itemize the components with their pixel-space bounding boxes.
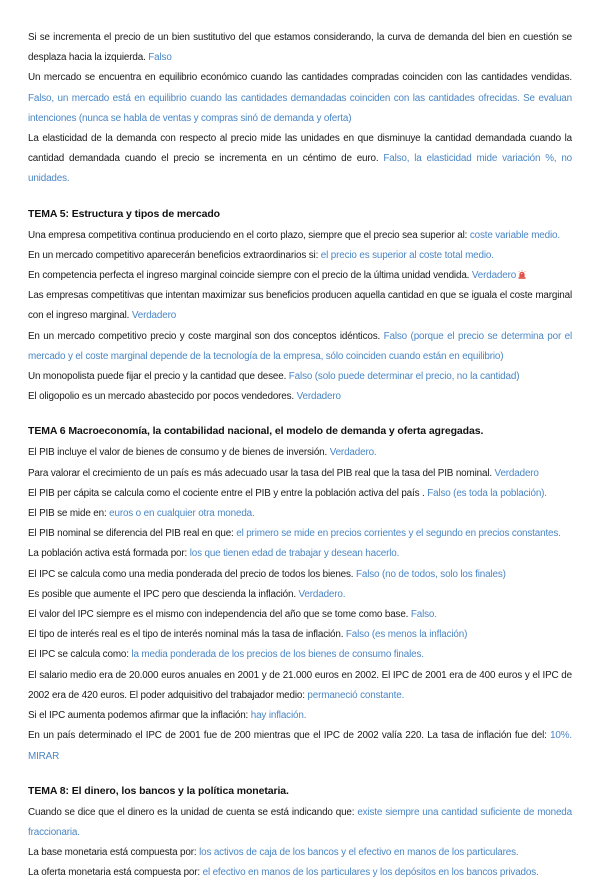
qa-item: En competencia perfecta el ingreso marginal coincide siempre con el precio de la última unidad vendida. Verdadero <box>28 266 572 286</box>
section-tema5 <box>28 204 572 408</box>
qa-item: En un mercado competitivo precio y coste marginal son dos conceptos idénticos. Falso (porque el precio se determina por el mercado y el coste marginal depende de la tecnología de la empresa, sólo coinciden cuando están en equilibrio) <box>28 330 572 362</box>
qa-item: La elasticidad de la demanda con respecto al precio mide las unidades en que disminuye la cantidad demandada cuando la cantidad demandada cuando el precio se incrementa en un céntimo de euro. Falso, la elasticidad mide variación %, no unidades. <box>28 133 572 185</box>
section-tema6 <box>28 421 572 766</box>
qa-item: La base monetaria está compuesta por: los activos de caja de los bancos y el efectivo en manos de los particulares. <box>28 847 519 859</box>
section-tema8 <box>28 781 572 884</box>
section-heading: TEMA 6 Macroeconomía, la contabilidad nacional, el modelo de demanda y oferta agregadas. <box>28 425 484 438</box>
qa-item: Para valorar el crecimiento de un país es más adecuado usar la tasa del PIB real que la tasa del PIB nominal. Verdadero <box>28 467 539 479</box>
qa-item: El valor del IPC siempre es el mismo con independencia del año que se tome como base. Falso. <box>28 609 437 621</box>
qa-item: El salario medio era de 20.000 euros anuales en 2001 y de 21.000 euros en 2002. El IPC de 2001 era de 400 euros y el IPC de 2002 era de 420 euros. El poder adquisitivo del trabajador medio: permaneció constante. <box>28 669 572 701</box>
qa-item: Es posible que aumente el IPC pero que descienda la inflación. Verdadero. <box>28 588 346 600</box>
qa-item: La oferta monetaria está compuesta por: el efectivo en manos de los particulares y los depósitos en los bancos privados. <box>28 867 539 879</box>
qa-item: Si el IPC aumenta podemos afirmar que la inflación: hay inflación. <box>28 710 307 722</box>
qa-item: El IPC se calcula como una media ponderada del precio de todos los bienes. Falso (no de todos, solo los finales) <box>28 568 506 580</box>
qa-item: En un país determinado el IPC de 2001 fue de 200 mientras que el IPC de 2002 valía 220. La tasa de inflación fue del: 10%. MIRAR <box>28 730 572 762</box>
alarm-icon <box>518 270 526 279</box>
qa-item: Cuando se dice que el dinero es la unidad de cuenta se está indicando que: existe siempre una cantidad suficiente de moneda fraccionaria. <box>28 806 572 838</box>
qa-item: Una empresa competitiva continua produciendo en el corto plazo, siempre que el precio sea superior al: coste variable medio. <box>28 229 560 241</box>
qa-item: Un mercado se encuentra en equilibrio económico cuando las cantidades compradas coinciden con las cantidades vendidas. Falso, un mercado está en equilibrio cuando las cantidades demandadas coinciden con las cantidades ofrecidas. Se evaluan intenciones (nunca se habla de ventas y compras sinó de demanda y oferta) <box>28 72 572 124</box>
qa-item: El PIB per cápita se calcula como el cociente entre el PIB y entre la población activa del país . Falso (es toda la población). <box>28 487 547 499</box>
qa-item: Un monopolista puede fijar el precio y la cantidad que desee. Falso (solo puede determinar el precio, no la cantidad) <box>28 371 520 383</box>
section-heading: TEMA 5: Estructura y tipos de mercado <box>28 207 220 220</box>
qa-item: El PIB nominal se diferencia del PIB real en que: el primero se mide en precios corrientes y el segundo en precios constantes. <box>28 528 561 540</box>
qa-item: Las empresas competitivas que intentan maximizar sus beneficios producen aquella cantidad en que se iguala el coste marginal con el ingreso marginal. Verdadero <box>28 290 572 322</box>
qa-item: El PIB se mide en: euros o en cualquier otra moneda. <box>28 508 255 520</box>
qa-item: El IPC se calcula como: la media ponderada de los precios de los bienes de consumo finales. <box>28 649 424 661</box>
qa-item: En un mercado competitivo aparecerán beneficios extraordinarios si: el precio es superior al coste total medio. <box>28 249 494 261</box>
qa-item: El oligopolio es un mercado abastecido por pocos vendedores. Verdadero <box>28 391 341 403</box>
section-heading: TEMA 8: El dinero, los bancos y la política monetaria. <box>28 784 289 797</box>
qa-item: Si se incrementa el precio de un bien sustitutivo del que estamos considerando, la curva de demanda del bien en cuestión se desplaza hacia la izquierda. Falso <box>28 32 572 64</box>
qa-item: El tipo de interés real es el tipo de interés nominal más la tasa de inflación. Falso (es menos la inflación) <box>28 629 468 641</box>
section-intro <box>28 28 572 190</box>
qa-item: La población activa está formada por: los que tienen edad de trabajar y desean hacerlo. <box>28 548 400 560</box>
qa-item: El PIB incluye el valor de bienes de consumo y de bienes de inversión. Verdadero. <box>28 447 377 459</box>
